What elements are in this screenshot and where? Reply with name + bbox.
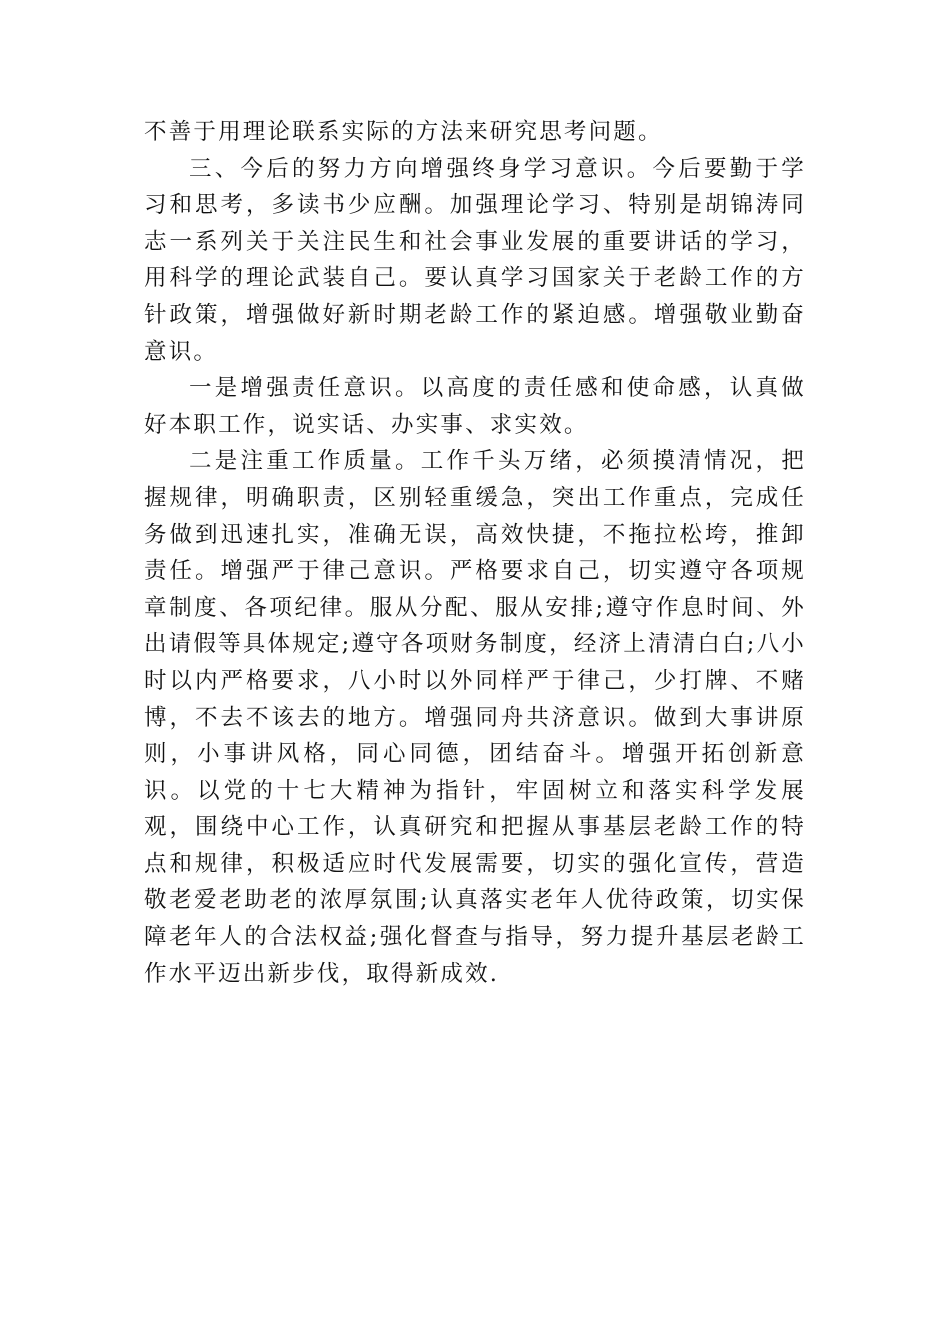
paragraph-future-direction: 三、今后的努力方向增强终身学习意识。今后要勤于学习和思考，多读书少应酬。加强理论学习、特别是胡锦涛同志一系列关于关注民生和社会事业发展的重要讲话的学习，用科学的理论武装自己。要认真学习国家关于老龄工作的方针政策，增强做好新时期老龄工作的紧迫感。增强敬业勤奋意识。 [144,155,806,365]
paragraph-responsibility: 一是增强责任意识。以高度的责任感和使命感，认真做好本职工作，说实话、办实事、求实效。 [144,375,806,438]
paragraph-work-quality: 二是注重工作质量。工作千头万绪，必须摸清情况，把握规律，明确职责，区别轻重缓急，突出工作重点，完成任务做到迅速扎实，准确无误，高效快捷，不拖拉松垮，推卸责任。增强严于律己意识。严格要求自己，切实遵守各项规章制度、各项纪律。服从分配、服从安排;遵守作息时间、外出请假等具体规定;遵守各项财务制度，经济上清清白白;八小时以内严格要求，八小时以外同样严于律己，少打牌、不赌博，不去不该去的地方。增强同舟共济意识。做到大事讲原则，小事讲风格，同心同德，团结奋斗。增强开拓创新意识。以党的十七大精神为指针，牢固树立和落实科学发展观，围绕中心工作，认真研究和把握从事基层老龄工作的特点和规律，积极适应时代发展需要，切实的强化宣传，营造敬老爱老助老的浓厚氛围;认真落实老年人优待政策，切实保障老年人的合法权益;强化督查与指导，努力提升基层老龄工作水平迈出新步伐，取得新成效. [144,448,806,987]
paragraph-continuation: 不善于用理论联系实际的方法来研究思考问题。 [144,119,663,145]
document-page [144,114,806,992]
